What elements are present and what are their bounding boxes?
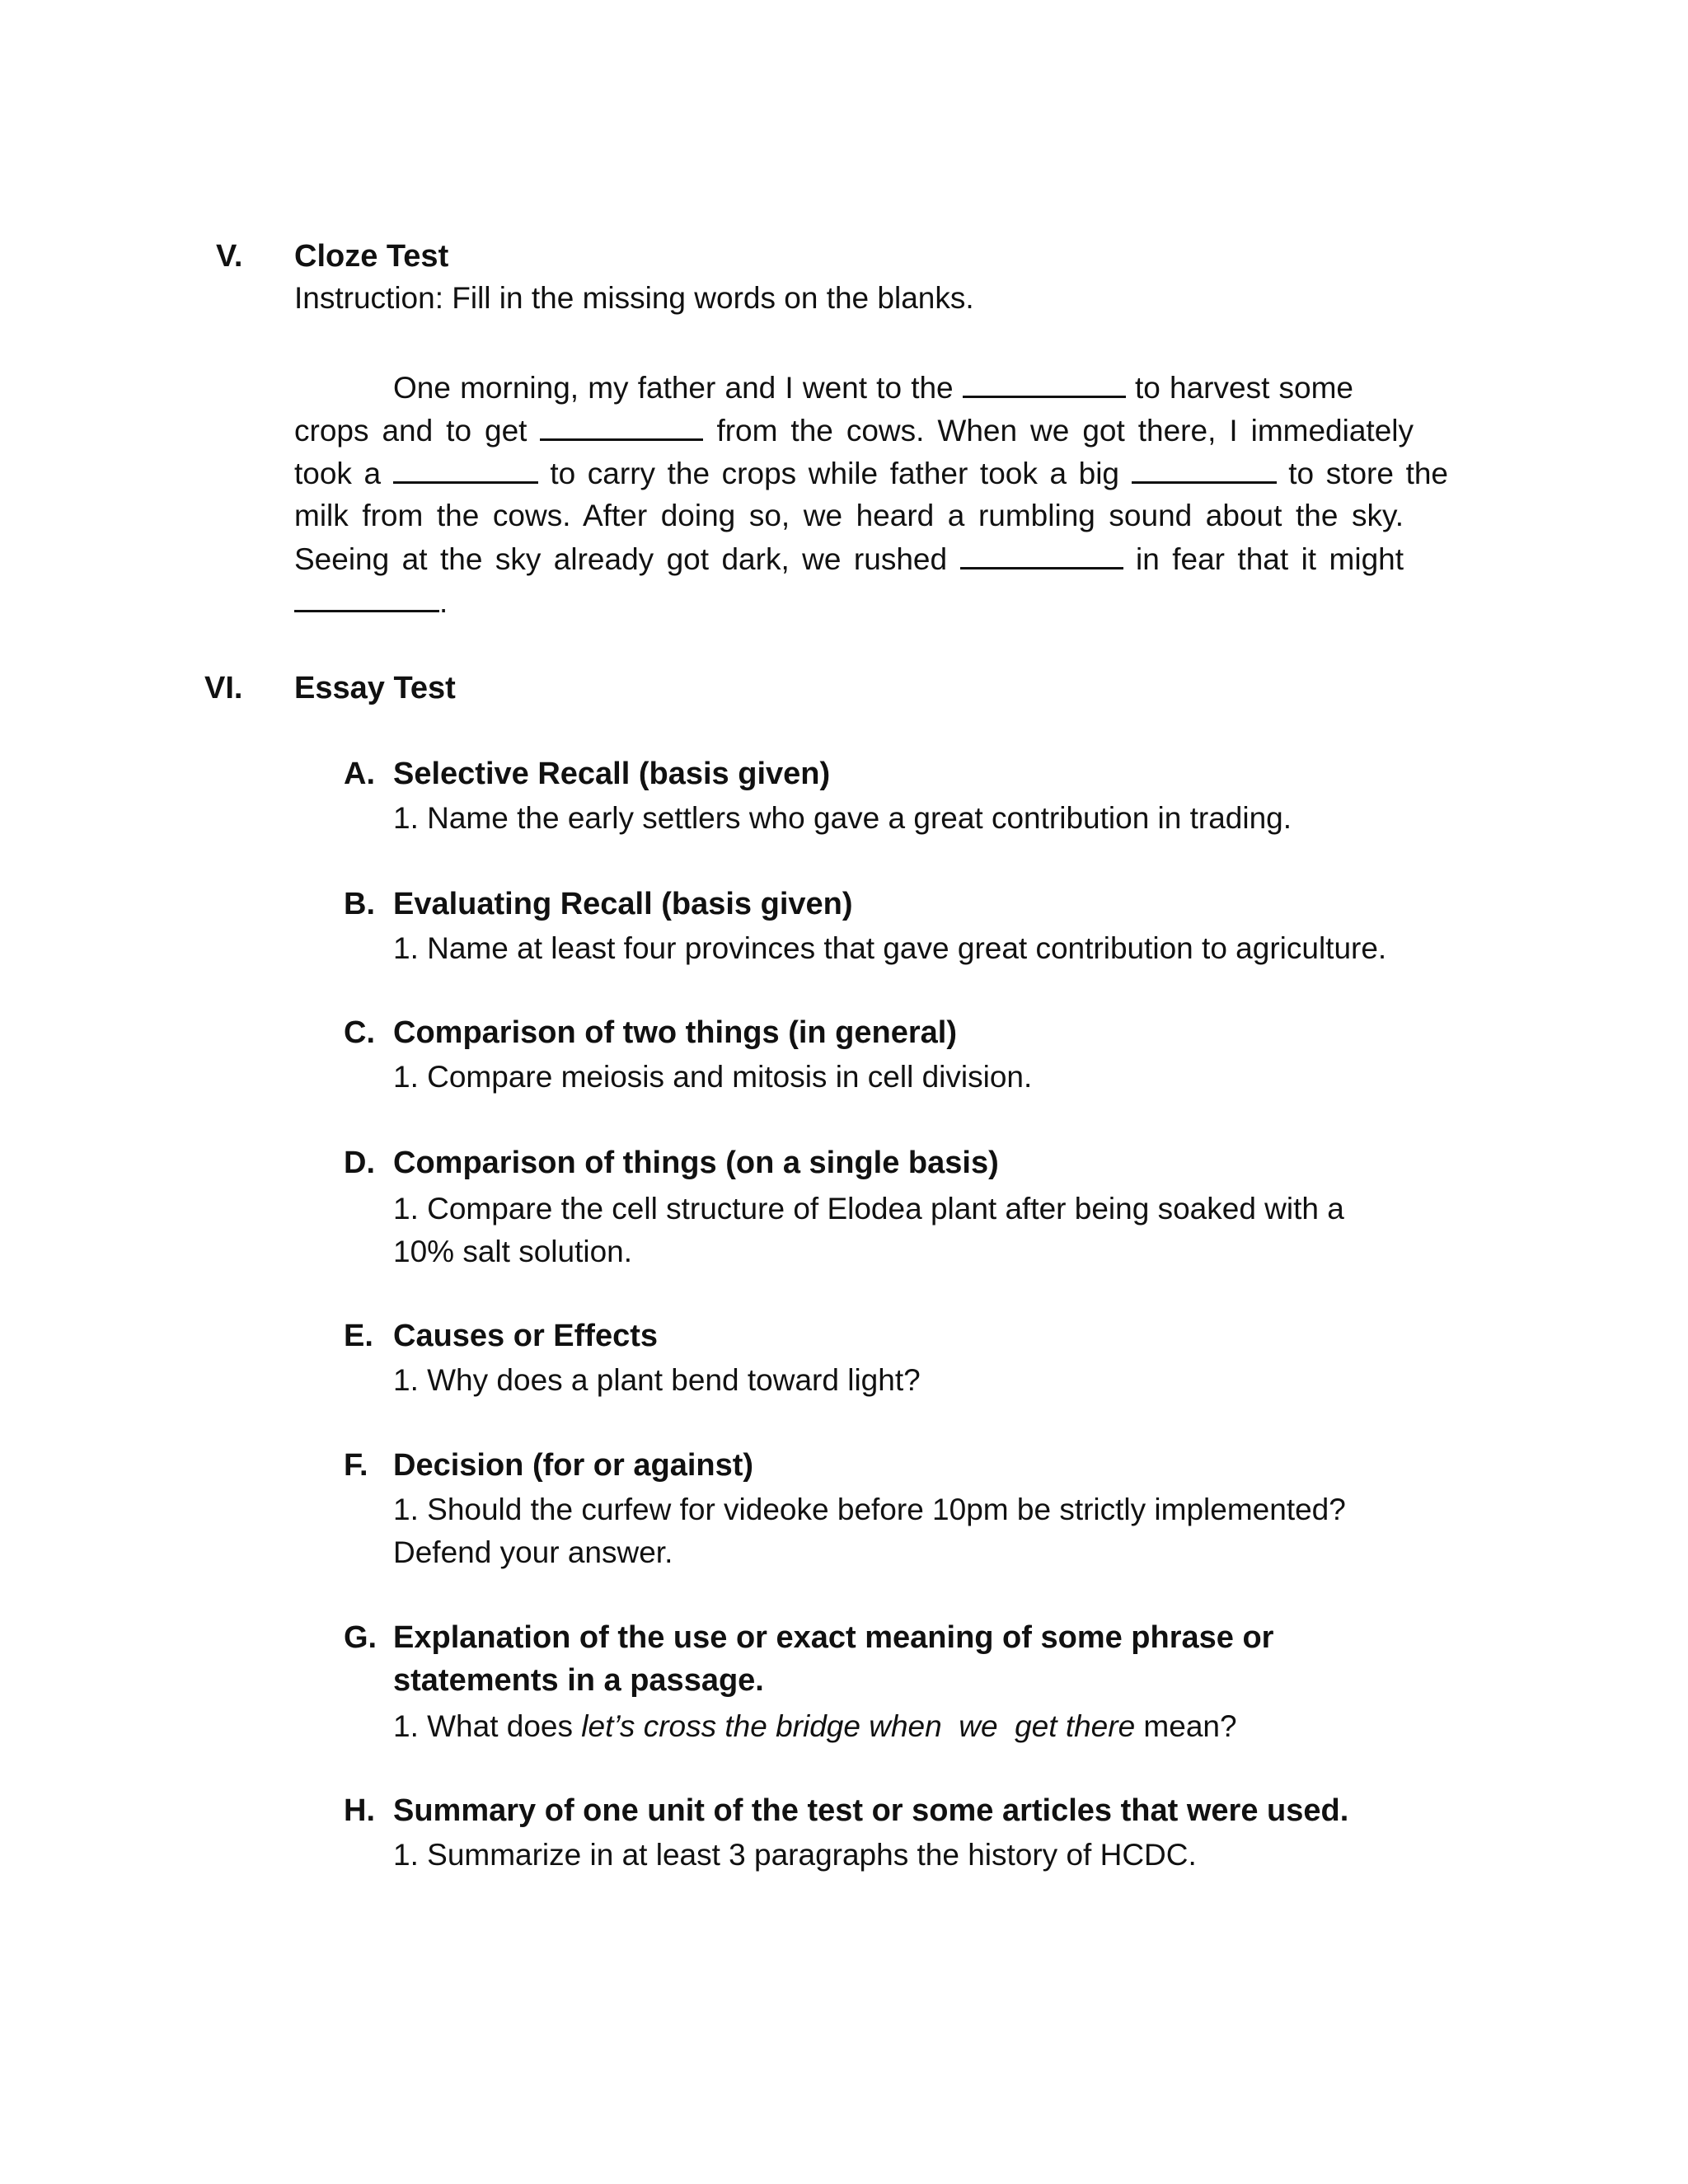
blank-4[interactable]: [1132, 452, 1277, 484]
passage-text: to harvest some: [1134, 371, 1353, 405]
blank-5[interactable]: [960, 537, 1123, 569]
passage-text: to carry the crops while father took a big: [550, 457, 1120, 490]
essay-item-letter: F.: [344, 1448, 368, 1483]
essay-question-line-2: Defend your answer.: [393, 1535, 673, 1569]
essay-question: [393, 1705, 1465, 1748]
essay-question: 1. Name the early settlers who gave a great contribution in trading.: [393, 801, 1292, 835]
section-v-numeral: V.: [216, 239, 243, 274]
essay-item-title-line-2: statements in a passage.: [393, 1663, 764, 1698]
essay-item-letter: D.: [344, 1146, 375, 1180]
essay-question-line-1: 1. Should the curfew for videoke before 10pm be strictly implemented?: [393, 1493, 1346, 1526]
question-suffix: mean?: [1135, 1709, 1237, 1743]
essay-item-title-line-1: Explanation of the use or exact meaning of some phrase or: [393, 1620, 1274, 1655]
essay-question: 1. Why does a plant bend toward light?: [393, 1363, 921, 1397]
essay-item-letter: A.: [344, 757, 375, 791]
essay-item-title: Comparison of two things (in general): [393, 1015, 957, 1050]
blank-1[interactable]: [963, 366, 1126, 398]
essay-question: 1. Compare meiosis and mitosis in cell division.: [393, 1060, 1033, 1094]
essay-item-letter: E.: [344, 1319, 373, 1353]
passage-text: from the cows. When we got there, I immediately: [716, 414, 1414, 448]
cloze-instruction: Instruction: Fill in the missing words on the blanks.: [294, 281, 974, 315]
section-v-title: Cloze Test: [294, 239, 449, 274]
essay-item-title: Causes or Effects: [393, 1319, 659, 1353]
passage-text: .: [439, 585, 448, 619]
passage-line-5: [294, 537, 1404, 580]
essay-item-title: Selective Recall (basis given): [393, 757, 831, 791]
passage-text: took a: [294, 457, 382, 490]
essay-question-line-2: 10% salt solution.: [393, 1235, 633, 1268]
essay-question-line-1: 1. Compare the cell structure of Elodea plant after being soaked with a: [393, 1192, 1344, 1226]
cloze-passage: [294, 366, 1448, 623]
essay-item-letter: B.: [344, 887, 375, 921]
passage-line-6: [294, 580, 1448, 623]
essay-item-title: Evaluating Recall (basis given): [393, 887, 853, 921]
question-prefix: 1. What does: [393, 1709, 582, 1743]
passage-text: milk from the cows. After doing so, we heard a rumbling sound about the sky.: [294, 499, 1404, 532]
question-idiom: let’s cross the bridge when we get there: [581, 1709, 1136, 1743]
passage-text: Seeing at the sky already got dark, we rushed: [294, 542, 948, 576]
passage-text: in fear that it might: [1135, 542, 1404, 576]
blank-2[interactable]: [540, 409, 703, 441]
passage-line-4: [294, 494, 1404, 537]
essay-item-letter: G.: [344, 1620, 377, 1655]
essay-item-title: Summary of one unit of the test or some articles that were used.: [393, 1793, 1349, 1828]
passage-text: One morning, my father and I went to the: [393, 371, 954, 405]
essay-item-letter: H.: [344, 1793, 375, 1828]
essay-question: 1. Name at least four provinces that gave great contribution to agriculture.: [393, 931, 1387, 965]
passage-line-3: [294, 452, 1448, 494]
passage-text: crops and to get: [294, 414, 528, 448]
essay-item-title: Comparison of things (on a single basis): [393, 1146, 999, 1180]
blank-6[interactable]: [294, 580, 439, 612]
essay-item-letter: C.: [344, 1015, 375, 1050]
essay-question: 1. Summarize in at least 3 paragraphs the history of HCDC.: [393, 1838, 1197, 1872]
passage-line-2: [294, 409, 1414, 452]
essay-item-title: Decision (for or against): [393, 1448, 754, 1483]
section-vi-numeral: VI.: [204, 671, 243, 705]
passage-text: to store the: [1288, 457, 1448, 490]
blank-3[interactable]: [393, 452, 538, 484]
section-vi-title: Essay Test: [294, 671, 456, 705]
passage-line-1: [294, 366, 1353, 409]
